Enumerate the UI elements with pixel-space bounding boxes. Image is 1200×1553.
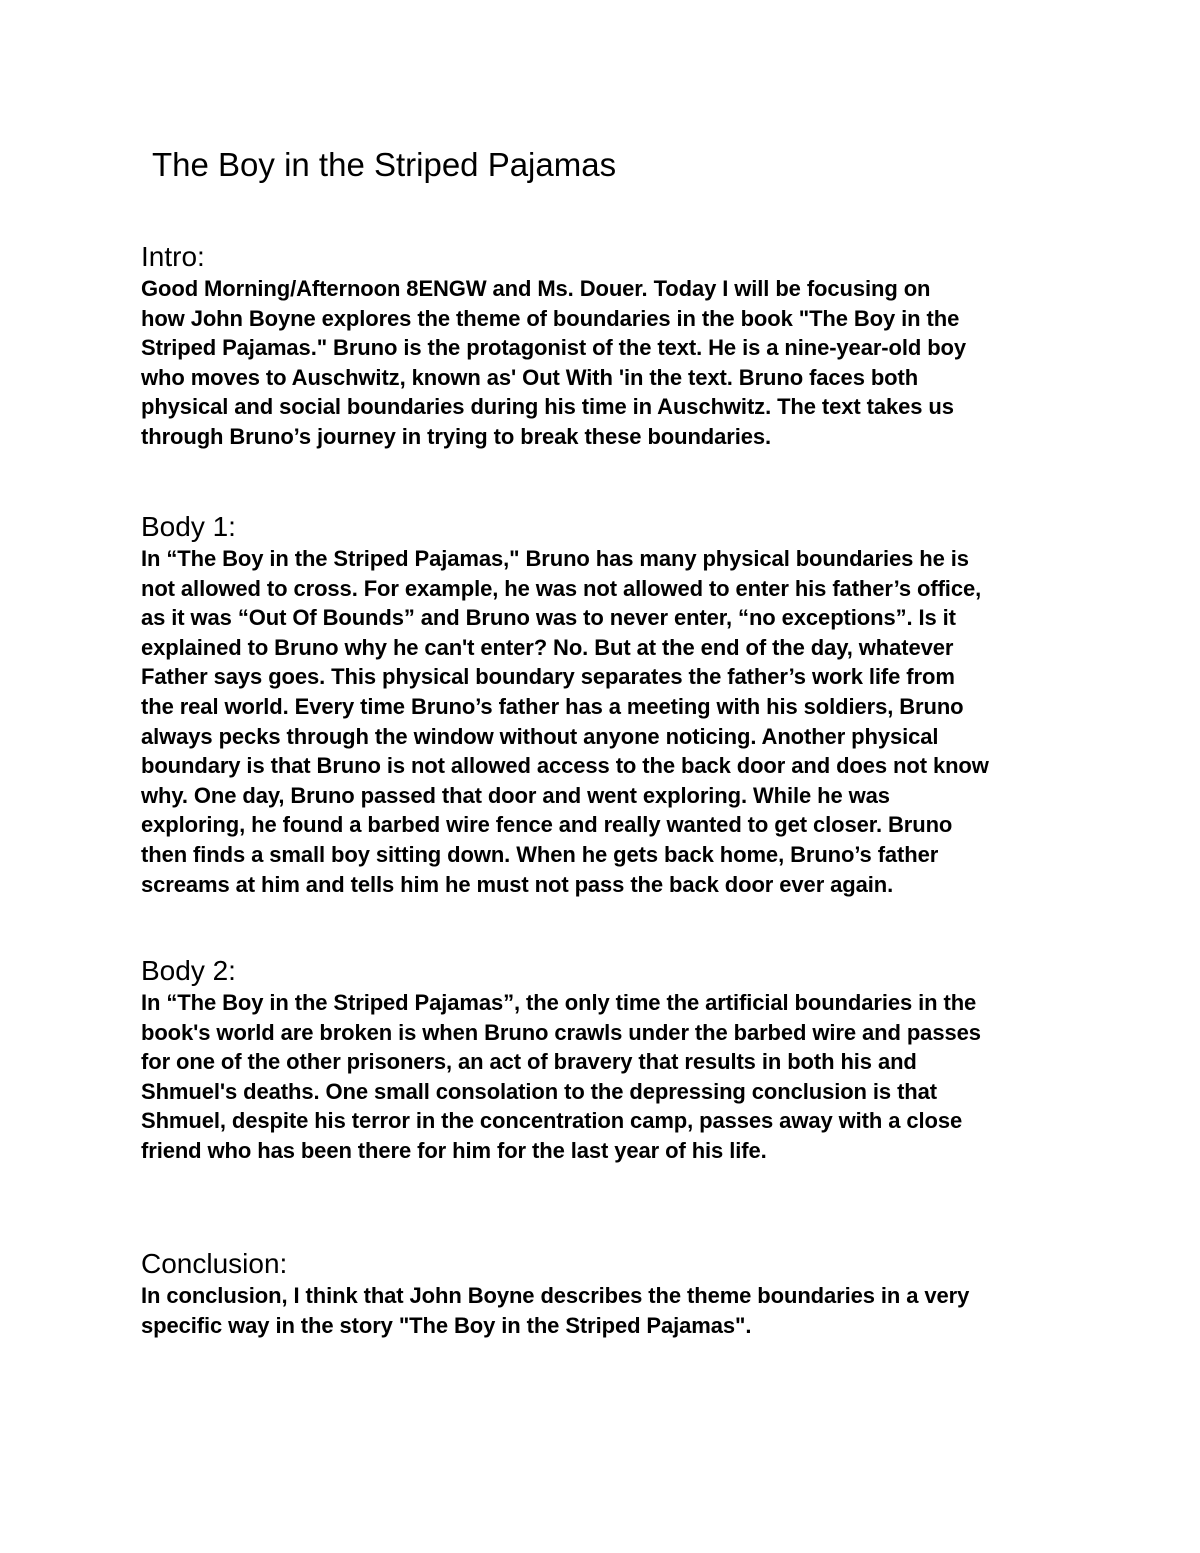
text-line: screams at him and tells him he must not pass the back door ever again. bbox=[141, 871, 894, 897]
text-line: how John Boyne explores the theme of boundaries in the book "The Boy in the bbox=[141, 305, 960, 331]
text-line: In “The Boy in the Striped Pajamas”, the only time the artificial boundaries in the bbox=[141, 990, 977, 1015]
section-body-intro bbox=[141, 274, 1071, 452]
text-line: Shmuel, despite his terror in the concentration camp, passes away with a close bbox=[141, 1108, 963, 1134]
document-title: The Boy in the Striped Pajamas bbox=[152, 146, 617, 183]
text-line: always pecks through the window without anyone noticing. Another physical bbox=[141, 723, 939, 749]
text-line: exploring, he found a barbed wire fence and really wanted to get closer. Bruno bbox=[141, 812, 953, 838]
section-heading-conclusion: Conclusion: bbox=[141, 1248, 288, 1279]
section-intro bbox=[141, 240, 1071, 452]
text-line: physical and social boundaries during his time in Auschwitz. The text takes us bbox=[141, 394, 954, 420]
text-line: then finds a small boy sitting down. When he gets back home, Bruno’s father bbox=[141, 841, 939, 867]
section-text-body-2 bbox=[141, 988, 1071, 1166]
section-body-1 bbox=[141, 510, 1071, 899]
text-line: for one of the other prisoners, an act of bravery that results in both his and bbox=[141, 1049, 917, 1075]
text-line: Shmuel's deaths. One small consolation to the depressing conclusion is that bbox=[141, 1078, 937, 1104]
text-line: why. One day, Bruno passed that door and went exploring. While he was bbox=[141, 782, 890, 808]
section-conclusion bbox=[141, 1247, 1071, 1340]
section-heading-body-1: Body 1: bbox=[141, 511, 236, 542]
text-line: In “The Boy in the Striped Pajamas," Bruno has many physical boundaries he is bbox=[141, 546, 969, 571]
text-line: boundary is that Bruno is not allowed access to the back door and does not know bbox=[141, 753, 989, 779]
text-line: through Bruno’s journey in trying to break these boundaries. bbox=[141, 423, 772, 449]
text-line: Good Morning/Afternoon 8ENGW and Ms. Douer. Today I will be focusing on bbox=[141, 276, 931, 301]
text-line: friend who has been there for him for the last year of his life. bbox=[141, 1137, 767, 1163]
text-line: the real world. Every time Bruno’s father has a meeting with his soldiers, Bruno bbox=[141, 693, 964, 719]
section-heading-intro: Intro: bbox=[141, 241, 205, 272]
text-line: Striped Pajamas." Bruno is the protagonist of the text. He is a nine-year-old boy bbox=[141, 335, 967, 361]
section-body-2 bbox=[141, 954, 1071, 1166]
section-text-body-1 bbox=[141, 544, 1071, 899]
text-line: as it was “Out Of Bounds” and Bruno was to never enter, “no exceptions”. Is it bbox=[141, 605, 956, 631]
text-line: In conclusion, I think that John Boyne describes the theme boundaries in a very bbox=[141, 1283, 970, 1308]
text-line: Father says goes. This physical boundary separates the father’s work life from bbox=[141, 664, 955, 690]
section-text-conclusion bbox=[141, 1281, 1071, 1340]
text-line: book's world are broken is when Bruno crawls under the barbed wire and passes bbox=[141, 1019, 981, 1045]
text-line: specific way in the story "The Boy in the Striped Pajamas". bbox=[141, 1312, 752, 1338]
text-line: not allowed to cross. For example, he was not allowed to enter his father’s office, bbox=[141, 575, 982, 601]
section-heading-body-2: Body 2: bbox=[141, 955, 236, 986]
text-line: who moves to Auschwitz, known as' Out With 'in the text. Bruno faces both bbox=[141, 364, 919, 390]
text-line: explained to Bruno why he can't enter? No. But at the end of the day, whatever bbox=[141, 634, 954, 660]
